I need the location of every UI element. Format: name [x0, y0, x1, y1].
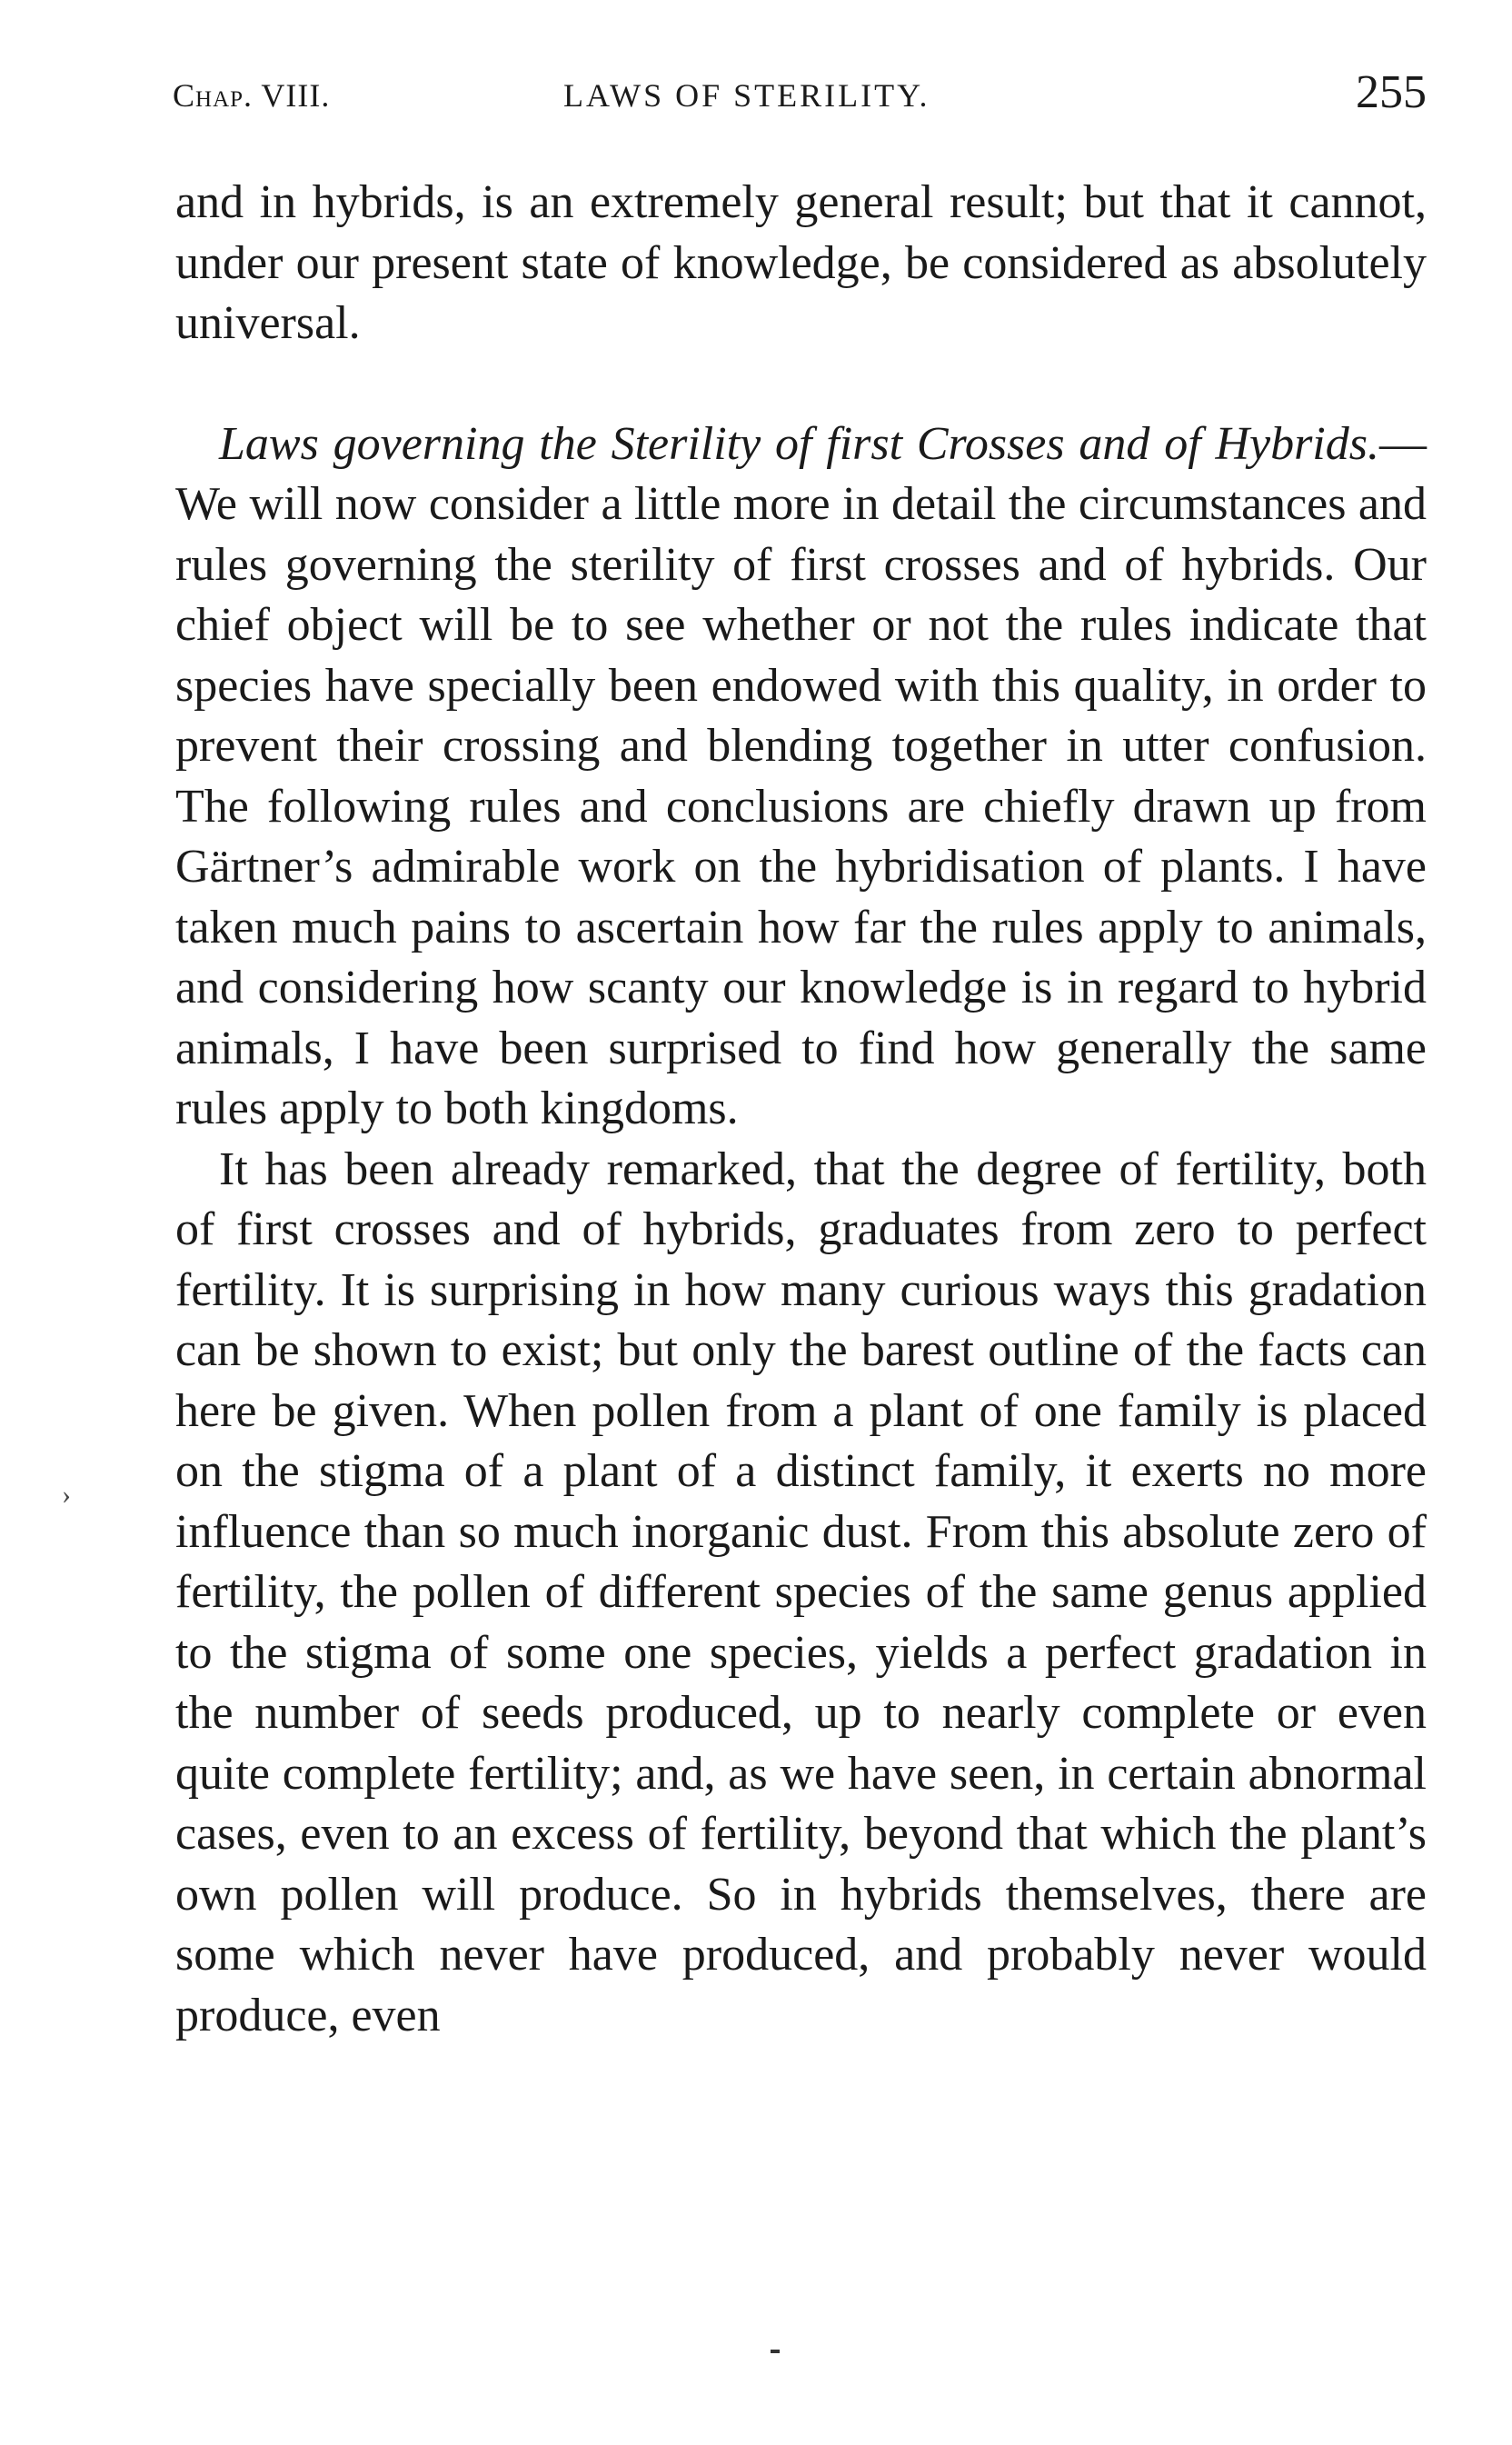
- page-number: 255: [1356, 66, 1427, 118]
- margin-mark: ›: [62, 1480, 71, 1510]
- paragraph-continuation: and in hybrids, is an extremely general result; but that it cannot, under our present state of knowledge, be considered as absolutely universal.: [175, 176, 1427, 349]
- body-text: [175, 173, 1427, 2046]
- running-head: [173, 65, 1427, 129]
- chapter-label: Chap. VIII.: [173, 77, 331, 114]
- section-paragraph-text: —We will now consider a little more in detail the circumstances and rules governing the sterility of first crosses and of hybrids. Our chief object will be to see whether or not the rules indicate that species have specially been endowed with this quality, in order to prevent their crossing and blending together in utter confusion. The following rules and conclusions are chiefly drawn up from Gärtner’s admirable work on the hybridisation of plants. I have taken much pains to ascertain how far the rules apply to animals, and considering how scanty our knowledge is in regard to hybrid animals, I have been surprised to find how generally the same rules apply to both kingdoms.: [175, 417, 1427, 1134]
- footer-printer-mark: [771, 2350, 780, 2353]
- paragraph-section: [175, 414, 1427, 1140]
- running-title: LAWS OF STERILITY.: [563, 77, 930, 114]
- section-heading: Laws governing the Sterility of first Crosses and of Hybrids.: [219, 417, 1379, 470]
- paragraph-gradation: It has been already remarked, that the degree of fertility, both of first crosses and of hybrids, graduates from zero to perfect fertility. It is surprising in how many curious ways this gradation can be shown to exist; but only the barest outline of the facts can here be given. When pollen from a plant of one family is placed on the stigma of a plant of a distinct family, it exerts no more influence than so much inorganic dust. From this absolute zero of fertility, the pollen of different species of the same genus applied to the stigma of some one species, yields a perfect gradation in the number of seeds produced, up to nearly complete or even quite complete fertility; and, as we have seen, in certain abnormal cases, even to an excess of fertility, beyond that which the plant’s own pollen will produce. So in hybrids themselves, there are some which never have produced, and probably never would produce, even: [175, 1143, 1427, 2041]
